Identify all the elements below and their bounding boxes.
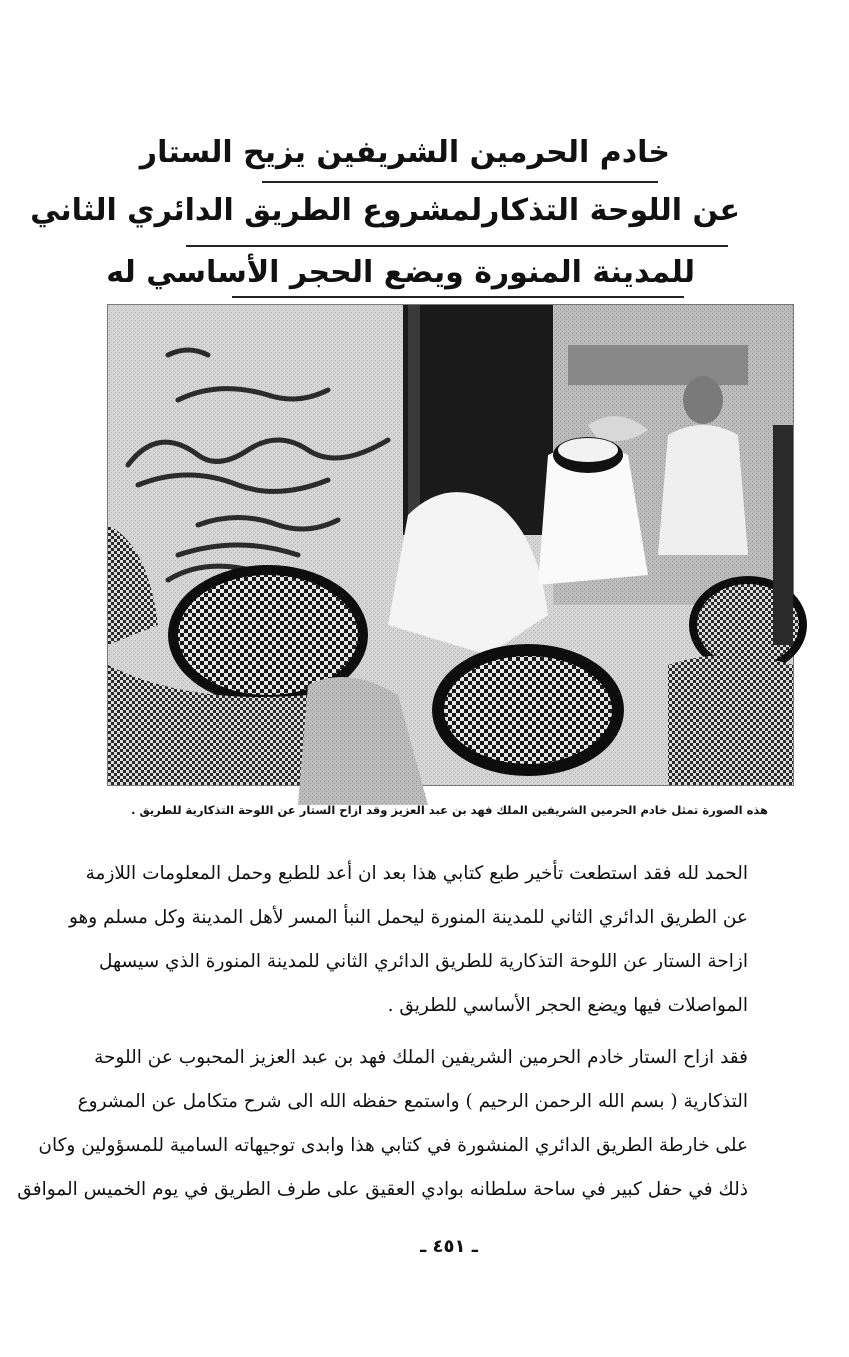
heading-underline-1 [262, 181, 658, 183]
photo-caption: هذه الصورة تمثل خادم الحرمين الشريفين الملك فهد بن عبد العزيز وقد ازاح الستار عن اللوحة التذكارية للطريق . [131, 803, 768, 817]
heading-underline-3 [232, 296, 684, 298]
paragraph-1-line: المواصلات فيها ويضع الحجر الأساسي للطريق . [387, 995, 748, 1016]
photo-image-icon [108, 305, 793, 785]
paragraph-1 [68, 852, 748, 1028]
paragraph-1-line: الحمد لله فقد استطعت تأخير طبع كتابي هذا بعد ان أعد للطبع وحمل المعلومات اللازمة [85, 863, 748, 884]
paragraph-2-line: على خارطة الطريق الدائري المنشورة في كتابي هذا وابدى توجيهاته السامية للمسؤولين وكان [38, 1135, 748, 1156]
paragraph-2-line: ذلك في حفل كبير في ساحة سلطانه بوادي العقيق على طرف الطريق في يوم الخميس الموافق [17, 1179, 748, 1200]
paragraph-2-line: التذكارية ( بسم الله الرحمن الرحيم ) واستمع حفظه الله الى شرح متكامل عن المشروع [77, 1091, 748, 1112]
paragraph-1-line: عن الطريق الدائري الثاني للمدينة المنورة ليحمل النبأ المسر لأهل المدينة وكل مسلم وهو [68, 907, 748, 928]
heading-line-3: للمدينة المنورة ويضع الحجر الأساسي له [106, 255, 695, 290]
paragraph-1-line: ازاحة الستار عن اللوحة التذكارية للطريق الدائري الثاني للمدينة المنورة الذي سيسهل [98, 951, 748, 972]
page-number: ـ ٤٥١ ـ [420, 1236, 478, 1257]
heading-underline-2 [186, 245, 728, 247]
news-photo [107, 304, 794, 786]
paragraph-2 [17, 1036, 748, 1212]
heading-line-1: خادم الحرمين الشريفين يزيح الستار [139, 135, 670, 170]
paragraph-2-line: فقد ازاح الستار خادم الحرمين الشريفين الملك فهد بن عبد العزيز المحبوب عن اللوحة [94, 1047, 748, 1068]
heading-line-2: عن اللوحة التذكارلمشروع الطريق الدائري الثاني [30, 193, 740, 228]
